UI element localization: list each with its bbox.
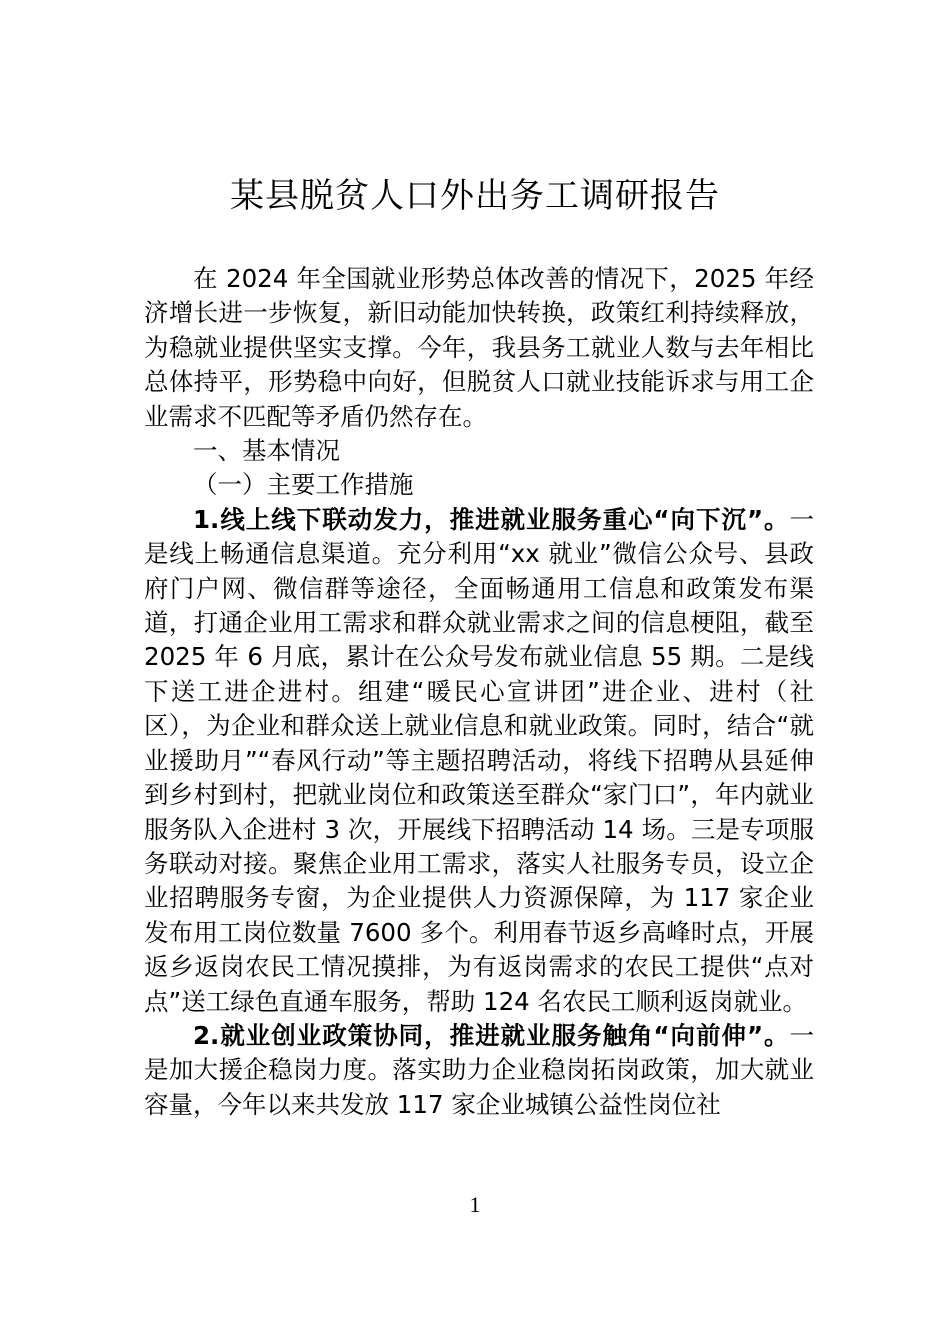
measure-1-text: 一是线上畅通信息渠道。充分利用“xx 就业”微信公众号、县政府门户网、微信群等途径，全面畅通用工信息和政策发布渠道，打通企业用工需求和群众就业需求之间的信息梗阻，截至 2025 年 6 月底，累计在公众号发布就业信息 55 期。二是线下送工进企进村。组建“暖民心宣讲团”进企业、进村（社区），为企业和群众送上就业信息和就业政策。同时，结合“就业援助月”“春风行动”等主题招聘活动，将线下招聘从县延伸到乡村到村，把就业岗位和政策送至群众“家门口”，年内就业服务队入企进村 3 次，开展线下招聘活动 14 场。三是专项服务联动对接。聚焦企业用工需求，落实人社服务专员，设立企业招聘服务专窗，为企业提供人力资源保障，为 117 家企业发布用工岗位数量 7600 多个。利用春节返乡高峰时点，开展返乡返岗农民工情况摸排，为有返岗需求的农民工提供“点对点”送工绿色直通车服务，帮助 124 名农民工顺利返岗就业。 bbox=[144, 504, 814, 1016]
measure-2-text: 一是加大援企稳岗力度。落实助力企业稳岗拓岗政策，加大就业容量，今年以来共发放 117 家企业城镇公益性岗位社 bbox=[144, 1020, 814, 1119]
intro-paragraph: 在 2024 年全国就业形势总体改善的情况下，2025 年经济增长进一步恢复，新旧动能加快转换，政策红利持续释放，为稳就业提供坚实支撑。今年，我县务工就业人数与去年相比总体持平，形势稳中向好，但脱贫人口就业技能诉求与用工企业需求不匹配等矛盾仍然存在。 bbox=[144, 264, 814, 431]
section-heading: 一、基本情况 bbox=[193, 436, 340, 466]
measure-1-paragraph bbox=[144, 503, 814, 1019]
measure-1-lead: 1.线上线下联动发力，推进就业服务重心“向下沉”。 bbox=[193, 504, 790, 534]
measure-2-paragraph bbox=[144, 1019, 814, 1122]
measure-2-lead: 2.就业创业政策协同，推进就业服务触角“向前伸”。 bbox=[193, 1020, 790, 1050]
subsection-heading: （一）主要工作措施 bbox=[193, 470, 414, 500]
page-number: 1 bbox=[469, 1192, 481, 1217]
document-title: 某县脱贫人口外出务工调研报告 bbox=[230, 176, 720, 216]
document-body bbox=[144, 262, 814, 1122]
